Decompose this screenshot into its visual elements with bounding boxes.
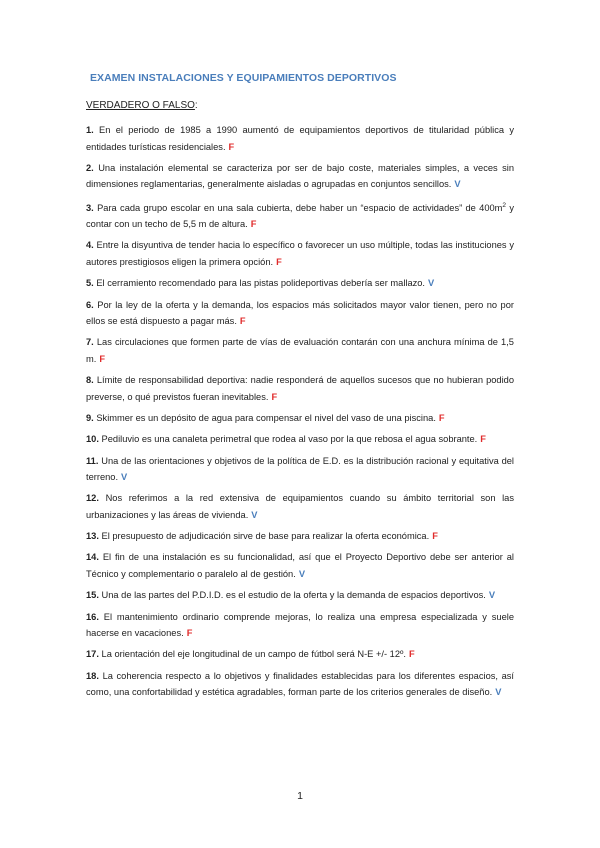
- question-item: [86, 528, 514, 545]
- answer-false: F: [480, 434, 486, 445]
- answer-false: F: [432, 531, 438, 542]
- question-text: Una de las partes del P.D.I.D. es el estudio de la oferta y la demanda de espacios deportivos.: [101, 590, 486, 601]
- question-text: Pediluvio es una canaleta perimetral que rodea al vaso por la que rebosa el agua sobrante.: [101, 434, 478, 445]
- answer-false: F: [276, 256, 282, 267]
- question-number: 15.: [86, 590, 99, 601]
- answer-true: V: [121, 472, 128, 483]
- question-item: [86, 334, 514, 367]
- exam-title: EXAMEN INSTALACIONES Y EQUIPAMIENTOS DEPORTIVOS: [90, 72, 397, 84]
- question-text: El presupuesto de adjudicación sirve de base para realizar la oferta económica.: [101, 531, 430, 542]
- question-item: [86, 431, 514, 448]
- question-text: Las circulaciones que formen parte de vías de evaluación contarán con una anchura mínima de 1,5 m.: [86, 337, 514, 364]
- question-item: [86, 646, 514, 663]
- question-item: [86, 609, 514, 642]
- question-number: 8.: [86, 375, 94, 386]
- question-item: [86, 198, 514, 233]
- page-number: 1: [297, 790, 303, 802]
- question-text: La orientación del eje longitudinal de un campo de fútbol será N-E +/- 12º.: [101, 649, 406, 660]
- question-item: [86, 410, 514, 427]
- question-number: 10.: [86, 434, 99, 445]
- question-item: [86, 275, 514, 292]
- section-label: VERDADERO O FALSO: [86, 100, 195, 111]
- question-text: Una de las orientaciones y objetivos de la política de E.D. es la distribución racional y equitativa del terreno.: [86, 455, 514, 483]
- question-number: 12.: [86, 493, 99, 504]
- question-text: Entre la disyuntiva de tender hacia lo específico o favorecer un uso múltiple, todas las instituciones y autores prestigiosos eligen la primera opción.: [86, 240, 514, 267]
- question-number: 14.: [86, 552, 99, 563]
- question-item: [86, 160, 514, 193]
- question-text: Una instalación elemental se caracteriza por ser de bajo coste, materiales simples, a veces sin dimensiones reglamentarias, generalmente aisladas o agrupadas en conjuntos sencillos.: [86, 162, 514, 190]
- answer-true: V: [488, 590, 496, 601]
- question-number: 6.: [86, 299, 94, 310]
- question-text: La coherencia respecto a lo objetivos y finalidades establecidas para los diferentes espacios, así como, una confortabilidad y estética agradables, forman parte de los criterios generales de diseño.: [86, 670, 514, 698]
- question-number: 7.: [86, 337, 94, 348]
- question-number: 1.: [86, 125, 94, 135]
- answer-false: F: [186, 628, 193, 639]
- answer-false: F: [228, 141, 235, 152]
- question-text: El mantenimiento ordinario comprende mejoras, lo realiza una empresa especializada y suele hacerse en vacaciones.: [86, 611, 514, 639]
- question-number: 18.: [86, 670, 99, 681]
- question-number: 11.: [86, 455, 99, 466]
- question-item: [86, 490, 514, 523]
- question-item: [86, 668, 514, 701]
- question-text: Límite de responsabilidad deportiva: nadie responderá de aquellos sucesos que no hubieran podido preverse, o qué previstos fueran inevitables.: [86, 375, 514, 402]
- answer-true: V: [251, 509, 258, 520]
- answer-true: V: [495, 687, 502, 698]
- question-text: En el periodo de 1985 a 1990 aumentó de equipamientos deportivos de titularidad pública y entidades turísticas residenciales.: [86, 125, 514, 152]
- question-item: [86, 453, 514, 486]
- question-number: 13.: [86, 531, 99, 542]
- question-item: [86, 297, 514, 330]
- question-text: Por la ley de la oferta y la demanda, los espacios más solicitados mayor valor tienen, pero no por ellos se está dispuesto a pagar más.: [86, 299, 514, 327]
- question-number: 4.: [86, 240, 94, 251]
- question-text: Nos referimos a la red extensiva de equipamientos cuando su ámbito territorial son las urbanizaciones y las áreas de vivienda.: [86, 493, 515, 520]
- answer-true: V: [428, 278, 435, 289]
- answer-false: F: [250, 219, 257, 230]
- question-number: 5.: [86, 278, 94, 289]
- question-text: El fin de una instalación es su funcionalidad, así que el Proyecto Deportivo debe ser anterior al Técnico y complementario o paralelo al de gestión.: [86, 552, 514, 579]
- question-text: Para cada grupo escolar en una sala cubierta, debe haber un “espacio de actividades” de 400m: [97, 202, 503, 213]
- answer-false: F: [438, 412, 445, 423]
- question-number: 3.: [86, 202, 94, 213]
- answer-false: F: [99, 353, 106, 364]
- question-number: 16.: [86, 611, 99, 622]
- answer-true: V: [454, 179, 461, 190]
- question-number: 2.: [86, 162, 94, 173]
- question-item: [86, 372, 514, 405]
- section-heading: [86, 100, 198, 111]
- superscript: 2: [502, 201, 507, 209]
- answer-false: F: [408, 649, 415, 660]
- section-colon: :: [194, 100, 198, 111]
- answer-true: V: [298, 568, 306, 579]
- question-text-continued: y contar con un techo de 5,5 m de altura.: [86, 202, 515, 230]
- question-list: [86, 122, 514, 705]
- answer-false: F: [271, 391, 278, 402]
- question-number: 9.: [86, 412, 94, 423]
- answer-false: F: [239, 316, 246, 327]
- question-number: 17.: [86, 649, 99, 660]
- question-item: [86, 237, 514, 270]
- question-item: [86, 549, 514, 582]
- question-text: El cerramiento recomendado para las pistas polideportivas debería ser mallazo.: [96, 278, 426, 289]
- question-item: [86, 122, 514, 155]
- question-text: Skimmer es un depósito de agua para compensar el nivel del vaso de una piscina.: [96, 412, 436, 423]
- question-item: [86, 587, 514, 604]
